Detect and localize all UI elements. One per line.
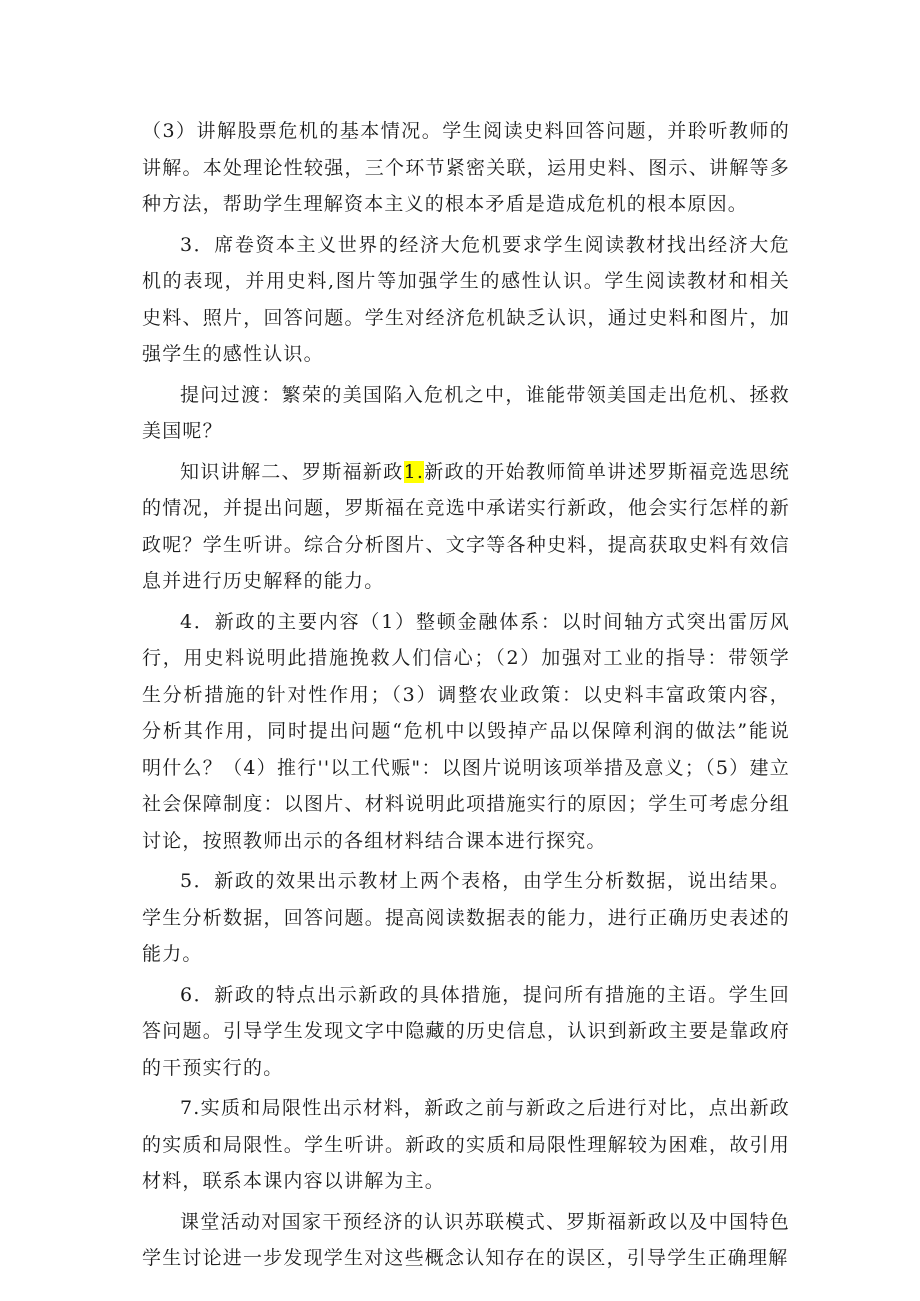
paragraph-great-depression: 3．席卷资本主义世界的经济大危机要求学生阅读教材找出经济大危机的表现，并用史料,图片等加强学生的感性认识。学生阅读教材和相关史料、照片，回答问题。学生对经济危机缺乏认识，通过史料和图片，加强学生的感性认识。 [142, 233, 790, 365]
new-deal-heading-text: 知识讲解二、罗斯福新政 [180, 460, 404, 483]
paragraph-essence-limitations: 7.实质和局限性出示材料，新政之前与新政之后进行对比，点出新政的实质和局限性。学生听讲。新政的实质和局限性理解较为困难，故引用材料，联系本课内容以讲解为主。 [142, 1097, 790, 1192]
new-deal-start-text: 新政的开始教师简单讲述罗斯福竞选思统的情况，并提出问题，罗斯福在竞选中承诺实行新政，他会实行怎样的新政呢？学生听讲。综合分析图片、文字等各种史料，提高获取史料有效信息并进行历史解释的能力。 [142, 460, 790, 592]
paragraph-new-deal-effect: 5．新政的效果出示教材上两个表格，由学生分析数据，说出结果。学生分析数据，回答问题。提高阅读数据表的能力，进行正确历史表述的能力。 [142, 870, 790, 965]
paragraph-new-deal-features: 6．新政的特点出示新政的具体措施，提问所有措施的主语。学生回答问题。引导学生发现文字中隐藏的历史信息，认识到新政主要是靠政府的干预实行的。 [142, 983, 790, 1079]
document-body [142, 113, 790, 1281]
paragraph-transition-question: 提问过渡：繁荣的美国陷入危机之中，谁能带领美国走出危机、拯救美国呢？ [142, 383, 790, 442]
paragraph-new-deal-content: 4．新政的主要内容（1）整顿金融体系：以时间轴方式突出雷厉风行，用史料说明此措施挽救人们信心；（2）加强对工业的指导：带领学生分析措施的针对性作用；（3）调整农业政策：以史料丰富政策内容，分析其作用，同时提出问题“危机中以毁掉产品以保障利润的做法”能说明什么？（4）推行''以工代赈"：以图片说明该项举措及意义；（5）建立社会保障制度：以图片、材料说明此项措施实行的原因；学生可考虑分组讨论，按照教师出示的各组材料结合课本进行探究。 [142, 610, 790, 852]
paragraph-new-deal-start [142, 454, 790, 600]
highlighted-number: 1. [403, 460, 425, 483]
paragraph-class-activity: 课堂活动对国家干预经济的认识苏联模式、罗斯福新政以及中国特色学生讨论进一步发现学生对这些概念认知存在的误区，引导学生正确理解 [142, 1210, 790, 1269]
paragraph-stock-crisis: （3）讲解股票危机的基本情况。学生阅读史料回答问题，并聆听教师的讲解。本处理论性较强，三个环节紧密关联，运用史料、图示、讲解等多种方法，帮助学生理解资本主义的根本矛盾是造成危机的根本原因。 [142, 120, 790, 215]
